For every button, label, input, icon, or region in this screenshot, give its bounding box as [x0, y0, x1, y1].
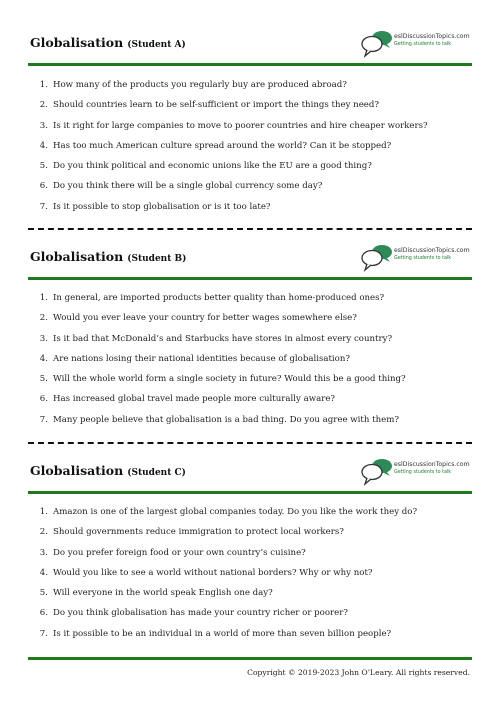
question-list — [28, 288, 472, 430]
list-item — [28, 288, 472, 308]
question-number: 5. — [39, 161, 48, 172]
question-text: Do you think there will be a single global currency some day? — [53, 181, 323, 192]
title-text: Globalisation — [30, 249, 124, 264]
question-number: 4. — [39, 140, 48, 151]
question-number: 7. — [39, 414, 48, 425]
question-text: Will the whole world form a single society in future? Would this be a good thing? — [53, 374, 406, 385]
list-item — [28, 75, 472, 95]
logo — [360, 457, 470, 487]
list-item — [28, 197, 472, 217]
question-number: 6. — [39, 394, 48, 405]
question-number: 5. — [39, 374, 48, 385]
question-number: 2. — [39, 313, 48, 324]
question-list — [28, 75, 472, 217]
question-text: In general, are imported products better quality than home-produced ones? — [53, 293, 385, 303]
question-text: Do you think globalisation has made your country richer or poorer? — [53, 608, 348, 619]
list-item — [28, 543, 472, 563]
green-divider — [28, 277, 472, 280]
question-number: 1. — [39, 293, 48, 303]
list-item — [28, 116, 472, 136]
footer-divider — [28, 657, 472, 660]
question-text: How many of the products you regularly buy are produced abroad? — [53, 80, 347, 90]
question-text: Is it bad that McDonald’s and Starbucks have stores in almost every country? — [53, 333, 393, 344]
speech-bubbles-icon — [360, 457, 394, 487]
list-item — [28, 624, 472, 644]
question-number: 5. — [39, 588, 48, 599]
list-item — [28, 176, 472, 196]
question-number: 3. — [39, 120, 48, 131]
list-item — [28, 410, 472, 430]
question-text: Is it possible to stop globalisation or is it too late? — [53, 201, 271, 212]
section-student-c — [28, 457, 472, 639]
question-number: 2. — [39, 527, 48, 538]
question-text: Do you prefer foreign food or your own country’s cuisine? — [53, 547, 306, 558]
question-text: Do you think political and economic unions like the EU are a good thing? — [53, 161, 372, 172]
list-item — [28, 502, 472, 522]
section-header — [28, 457, 472, 487]
list-item — [28, 95, 472, 115]
section-header — [28, 29, 472, 59]
question-text: Is it right for large companies to move to poorer countries and hire cheaper workers? — [53, 120, 428, 131]
question-text: Many people believe that globalisation is a bad thing. Do you agree with them? — [53, 414, 399, 425]
list-item — [28, 329, 472, 349]
question-number: 7. — [39, 201, 48, 212]
question-text: Will everyone in the world speak English one day? — [53, 588, 273, 599]
question-text: Has too much American culture spread around the world? Can it be stopped? — [53, 140, 392, 151]
green-divider — [28, 491, 472, 494]
section-title — [30, 463, 186, 478]
list-item — [28, 563, 472, 583]
question-text: Would you ever leave your country for better wages somewhere else? — [53, 313, 357, 324]
student-label: (Student B) — [127, 254, 187, 264]
question-text: Should governments reduce immigration to protect local workers? — [53, 527, 344, 538]
question-text: Are nations losing their national identities because of globalisation? — [53, 353, 350, 364]
logo-tagline: Getting students to talk — [394, 256, 452, 261]
student-label: (Student C) — [127, 468, 186, 478]
question-number: 7. — [39, 628, 48, 639]
dashed-cut-line — [28, 442, 472, 444]
question-text: Would you like to see a world without national borders? Why or why not? — [53, 567, 373, 578]
logo-tagline: Getting students to talk — [394, 470, 452, 475]
list-item — [28, 583, 472, 603]
speech-bubbles-icon — [360, 243, 394, 273]
title-text: Globalisation — [30, 463, 124, 478]
question-list — [28, 502, 472, 644]
logo-tagline: Getting students to talk — [394, 42, 452, 47]
title-text: Globalisation — [30, 35, 124, 50]
list-item — [28, 389, 472, 409]
logo — [360, 29, 470, 59]
question-number: 2. — [39, 100, 48, 111]
question-number: 6. — [39, 181, 48, 192]
question-text: Should countries learn to be self-sufficient or import the things they need? — [53, 100, 379, 111]
green-divider — [28, 63, 472, 66]
list-item — [28, 603, 472, 623]
list-item — [28, 136, 472, 156]
question-text: Has increased global travel made people more culturally aware? — [53, 394, 336, 405]
section-student-b — [28, 243, 472, 425]
question-number: 4. — [39, 353, 48, 364]
logo-site: eslDiscussionTopics.com — [394, 461, 470, 468]
copyright-notice: Copyright © 2019-2023 John O’Leary. All rights reserved. — [247, 668, 470, 677]
question-number: 3. — [39, 547, 48, 558]
question-number: 1. — [39, 80, 48, 90]
question-number: 3. — [39, 333, 48, 344]
list-item — [28, 308, 472, 328]
logo-site: eslDiscussionTopics.com — [394, 33, 470, 40]
list-item — [28, 349, 472, 369]
question-number: 4. — [39, 567, 48, 578]
section-title — [30, 35, 186, 50]
logo — [360, 243, 470, 273]
question-text: Is it possible to be an individual in a world of more than seven billion people? — [53, 628, 392, 639]
speech-bubbles-icon — [360, 29, 394, 59]
student-label: (Student A) — [127, 40, 186, 50]
dashed-cut-line — [28, 228, 472, 230]
list-item — [28, 522, 472, 542]
question-text: Amazon is one of the largest global companies today. Do you like the work they do? — [53, 507, 418, 517]
list-item — [28, 156, 472, 176]
section-title — [30, 249, 186, 264]
question-number: 1. — [39, 507, 48, 517]
logo-site: eslDiscussionTopics.com — [394, 247, 470, 254]
list-item — [28, 369, 472, 389]
section-header — [28, 243, 472, 273]
question-number: 6. — [39, 608, 48, 619]
section-student-a — [28, 29, 472, 212]
